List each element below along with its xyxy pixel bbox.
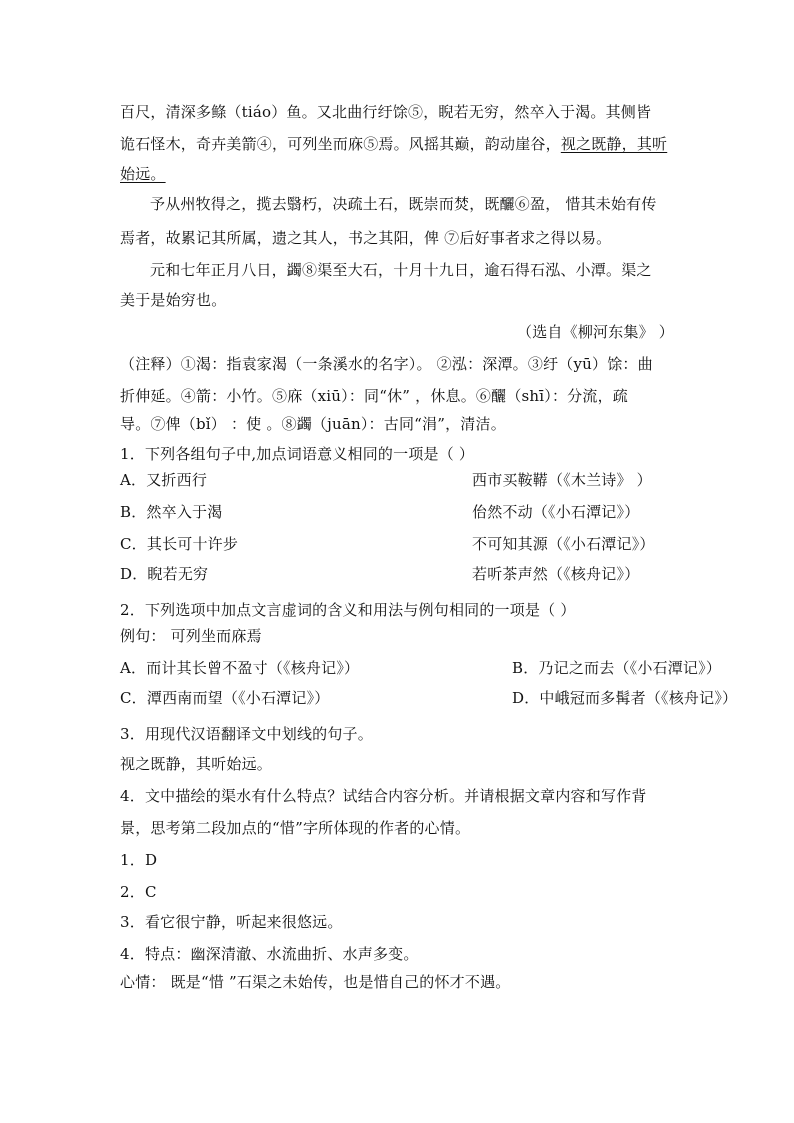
passage-line: 焉者，故累记其所属，遗之其人，书之其阳，俾 ⑦后好事者求之得以易。 [120,229,612,247]
question-2-stem: 2．下列选项中加点文言虚词的含义和用法与例句相同的一项是（ ） [120,601,576,619]
answer-4-mood: 心情： 既是“惜 ”石渠之未始传，也是惜自己的怀才不遇。 [120,973,511,991]
source-citation: （选自《柳河东集》 ） [517,323,674,341]
notes-line: 导。⑦俾（bǐ） ：使 。⑧蠲（juān）：古同“涓”，清洁。 [120,415,506,433]
option-right: 不可知其源（《小石潭记》） [472,535,655,553]
option-left: A．又折西行 [120,471,208,489]
q3-sentence: 视之既静，其听始远。 [120,755,273,773]
q1-option-a [120,470,680,490]
passage-line: 美于是始穷也。 [120,291,227,309]
option-c: C．潭西南而望（《小石潭记》） [120,689,330,707]
question-3-stem: 3．用现代汉语翻译文中划线的句子。 [120,725,373,743]
underlined-sentence: 始远。 [120,165,166,183]
option-right: 佁然不动（《小石潭记》） [472,503,640,521]
option-b: B．乃记之而去（《小石潭记》） [512,659,722,677]
notes-line: （注释）①渴：指袁家渴（一条溪水的名字）。 ②泓：深潭。③纡（yū）馀：曲 [120,355,653,373]
answer-2: 2．C [120,883,157,901]
notes-line: 折伸延。④箭：小竹。⑤庥（xiū）：同“休” ，休息。⑥釃（shī）：分流，疏 [120,387,628,405]
question-4-stem: 景，思考第二段加点的“惜”字所体现的作者的心情。 [120,819,471,837]
q2-example: 例句： 可列坐而庥焉 [120,627,262,645]
answer-4: 4．特点：幽深清澈、水流曲折、水声多变。 [120,945,419,963]
option-a: A．而计其长曾不盈寸（《核舟记》） [120,659,360,677]
passage-line: 予从州牧得之，揽去翳朽，决疏土石，既崇而焚，既釃⑥盈， 惜其未始有传 [150,195,657,213]
q1-option-c [120,534,680,554]
q2-options-cd [120,688,738,708]
option-left: C．其长可十许步 [120,535,239,553]
answer-1: 1．D [120,851,158,869]
question-4-stem: 4．文中描绘的渠水有什么特点？试结合内容分析。并请根据文章内容和写作背 [120,787,647,805]
passage-line [120,164,680,184]
option-left: D．睨若无穷 [120,565,209,583]
underlined-sentence: 视之既静，其听 [560,135,668,153]
q1-option-d [120,564,680,584]
option-right: 西市买鞍鞯（《木兰诗》 ） [472,471,652,489]
passage-line [120,134,680,154]
question-1-stem: 1．下列各组句子中,加点词语意义相同的一项是（ ） [120,445,475,463]
answer-3: 3．看它很宁静，听起来很悠远。 [120,913,343,931]
option-d: D．中峨冠而多髯者（《核舟记》） [512,689,738,707]
passage-text: 诡石怪木，奇卉美箭④，可列坐而庥⑤焉。风摇其巅，韵动崖谷， [120,135,561,153]
passage-line: 百尺，清深多鲦（tiáo）鱼。又北曲行纡馀⑤，睨若无穷，然卒入于渴。其侧皆 [120,103,652,121]
q1-option-b [120,502,680,522]
passage-line: 元和七年正月八日，蠲⑧渠至大石，十月十九日，逾石得石泓、小潭。渠之 [150,261,652,279]
q2-options-ab [120,658,722,678]
option-left: B．然卒入于渴 [120,503,223,521]
option-right: 若听茶声然（《核舟记》） [472,565,640,583]
